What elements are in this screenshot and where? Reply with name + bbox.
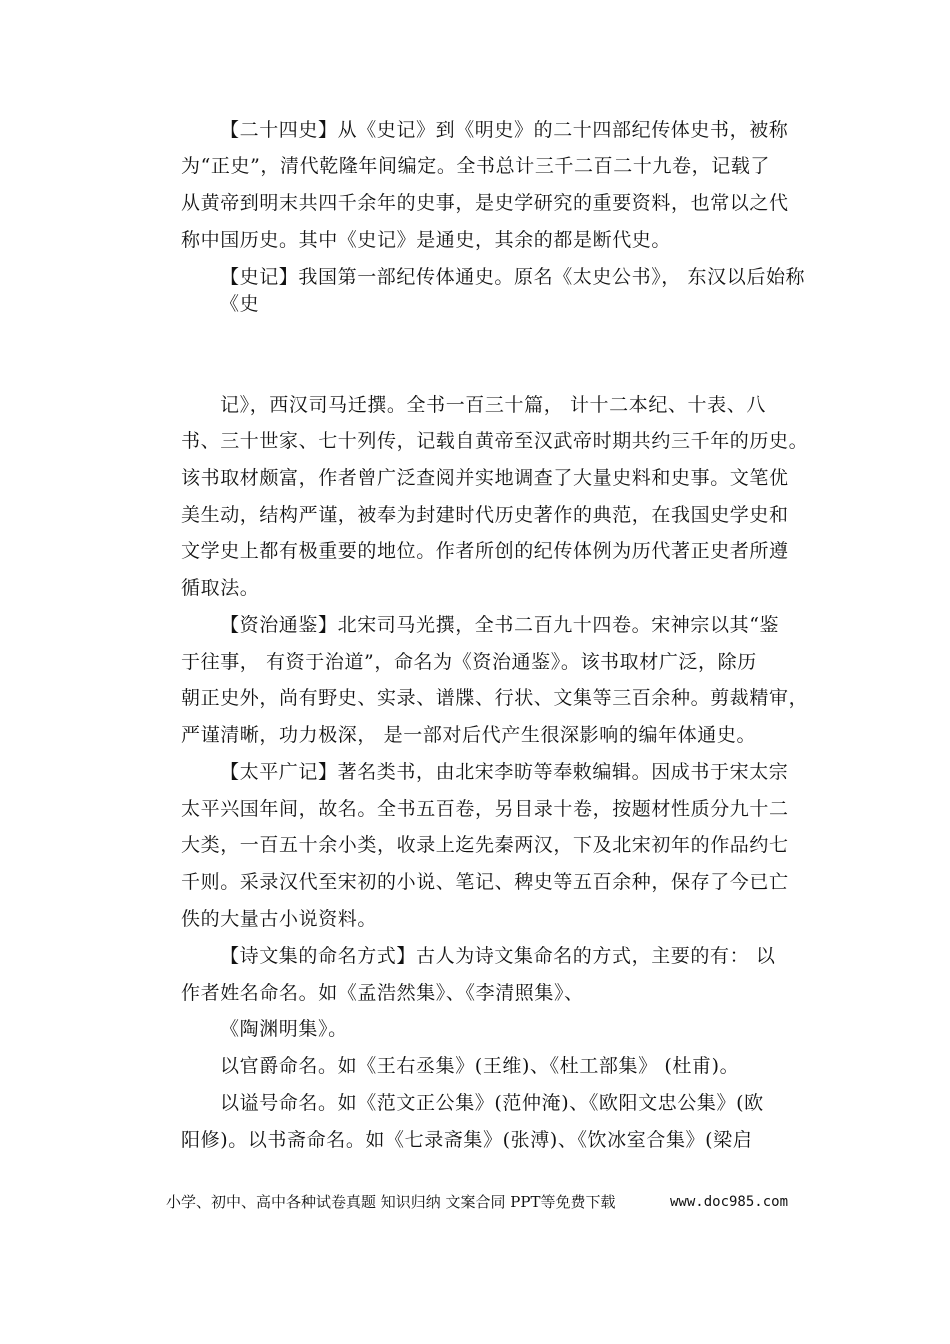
text-line: 以官爵命名。如《王右丞集》(王维)、《杜工部集》 (杜甫)。 xyxy=(220,1055,740,1077)
text-line: 严谨清晰，功力极深， 是一部对后代产生很深影响的编年体通史。 xyxy=(181,724,757,746)
text-line: 于往事， 有资于治道”，命名为《资治通鉴》。该书取材广泛，除历 xyxy=(181,651,757,673)
text-line: 《陶渊明集》。 xyxy=(220,1018,348,1040)
text-line: 为“正史”，清代乾隆年间编定。全书总计三千二百二十九卷，记载了 xyxy=(181,155,771,177)
text-line: 大类，一百五十余小类，收录上迄先秦两汉，下及北宋初年的作品约七 xyxy=(181,834,789,856)
text-line: 阳修)。以书斋命名。如《七录斋集》(张溥)、《饮冰室合集》(梁启 xyxy=(181,1129,753,1151)
text-line: 记》，西汉司马迁撰。全书一百三十篇， 计十二本纪、十表、八 xyxy=(220,394,766,416)
text-line: 【资治通鉴】北宋司马光撰，全书二百九十四卷。宋神宗以其“鉴 xyxy=(220,614,780,636)
text-line: 文学史上都有极重要的地位。作者所创的纪传体例为历代著正史者所遵 xyxy=(181,540,789,562)
footer-text: 小学、初中、高中各种试卷真题 知识归纳 文案合同 PPT等免费下载 xyxy=(166,1193,616,1211)
text-line: 【史记】我国第一部纪传体通史。原名《太史公书》， 东汉以后始称 xyxy=(220,266,806,288)
text-line: 以谥号命名。如《范文正公集》(范仲淹)、《欧阳文忠公集》(欧 xyxy=(220,1092,764,1114)
text-line: 太平兴国年间，故名。全书五百卷，另目录十卷，按题材性质分九十二 xyxy=(181,798,789,820)
text-line: 从黄帝到明末共四千余年的史事，是史学研究的重要资料，也常以之代 xyxy=(181,192,789,214)
text-line: 作者姓名命名。如《孟浩然集》、《李清照集》、 xyxy=(181,982,584,1004)
text-line: 美生动，结构严谨，被奉为封建时代历史著作的典范，在我国史学史和 xyxy=(181,504,789,526)
text-line: 朝正史外，尚有野史、实录、谱牒、行状、文集等三百余种。剪裁精审， xyxy=(181,687,809,709)
text-line: 【二十四史】从《史记》到《明史》的二十四部纪传体史书，被称 xyxy=(220,119,789,141)
text-line: 书、三十世家、七十列传，记载自黄帝至汉武帝时期共约三千年的历史。 xyxy=(181,430,809,452)
text-line: 称中国历史。其中《史记》是通史，其余的都是断代史。 xyxy=(181,229,672,251)
text-line: 该书取材颇富，作者曾广泛查阅并实地调查了大量史料和史事。文笔优 xyxy=(181,467,789,489)
text-line: 千则。采录汉代至宋初的小说、笔记、稗史等五百余种，保存了今已亡 xyxy=(181,871,789,893)
text-line: 【诗文集的命名方式】古人为诗文集命名的方式，主要的有： 以 xyxy=(220,945,776,967)
text-line: 循取法。 xyxy=(181,577,260,599)
text-line: 佚的大量古小说资料。 xyxy=(181,908,378,930)
footer-url: www.doc985.com xyxy=(670,1194,789,1210)
text-line: 【太平广记】著名类书，由北宋李昉等奉敕编辑。因成书于宋太宗 xyxy=(220,761,789,783)
text-line: 《史 xyxy=(220,293,260,315)
